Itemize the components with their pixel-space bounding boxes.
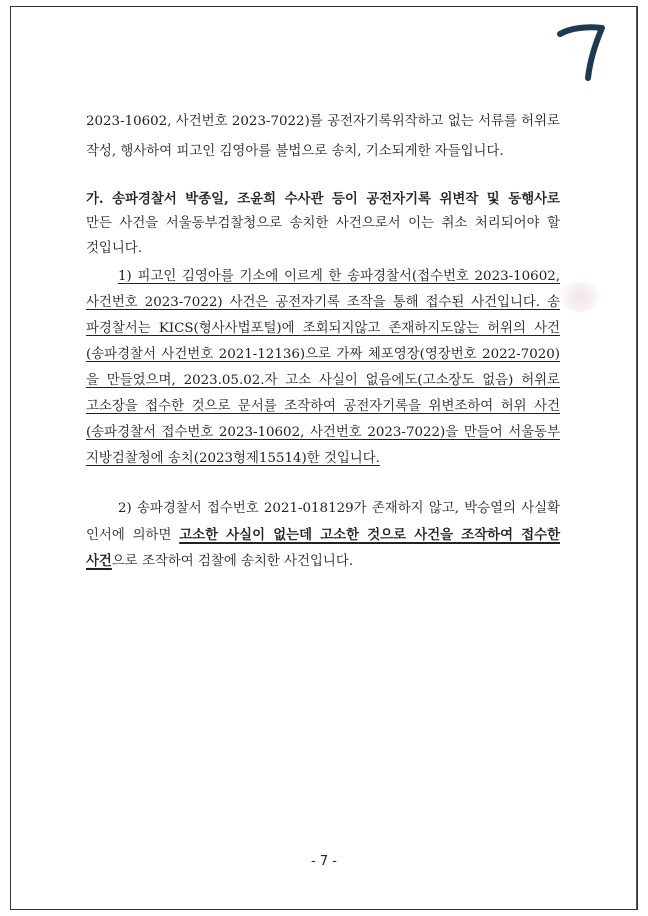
section-ga-line-1: 가. 송파경찰서 박종일, 조윤희 수사관 등이 공전자기록 위변작 및 동행사로 <box>86 191 560 207</box>
para2-line-2-emphasis: 고소한 사실이 없는데 고소한 것으로 사건을 조작하여 접수한 <box>179 527 561 543</box>
para2-line-3 <box>86 551 560 572</box>
para2-line-3-emphasis: 사건 <box>86 553 112 569</box>
para1-line-4-text: (송파경찰서 사건번호 2021-12136)으로 가짜 체포영장(영장번호 2022-7020) <box>86 347 560 362</box>
para1-line-5-text: 을 만들었으며, 2023.05.02.자 고소 사실이 없음에도(고소장도 없음) 허위로 <box>86 373 560 388</box>
intro-line-1: 2023-10602, 사건번호 2023-7022)를 공전자기록위작하고 없는 서류를 허위로 <box>86 114 560 129</box>
para1-line-3-text: 파경찰서는 KICS(형사사법포털)에 조회되지않고 존재하지도않는 허위의 사건 <box>86 321 560 336</box>
para1-line-8 <box>86 449 560 469</box>
para1-line-1 <box>118 267 560 287</box>
para1-line-1-text: 1) 피고인 김영아를 기소에 이르게 한 송파경찰서(접수번호 2023-10602, <box>118 269 560 284</box>
para1-line-5 <box>86 371 560 391</box>
intro-line-2: 작성, 행사하여 피고인 김영아를 불법으로 송치, 기소되게한 자들입니다. <box>86 144 504 159</box>
section-ga-line-3: 것입니다. <box>86 241 142 256</box>
para1-line-6-text: 고소장을 접수한 것으로 문서를 조작하여 공전자기록을 위변조하여 허위 사건 <box>86 399 560 414</box>
para1-line-2-text: 사건번호 2023-7022) 사건은 공전자기록 조작을 통해 접수된 사건입니다. 송 <box>86 295 560 310</box>
para1-line-7 <box>86 423 560 443</box>
page-number: - 7 - <box>311 854 337 869</box>
para2-line-2-plain: 인서에 의하면 <box>86 528 180 543</box>
section-ga-line-2: 만든 사건을 서울동부검찰청으로 송치한 사건으로서 이는 취소 처리되어야 할 <box>86 216 560 231</box>
ink-smudge <box>560 282 600 312</box>
para1-line-2 <box>86 293 560 313</box>
para1-line-7-text: (송파경찰서 접수번호 2023-10602, 사건번호 2023-7022)을 만들어 서울동부 <box>86 425 560 440</box>
para2-line-2 <box>86 525 560 546</box>
handwritten-page-mark <box>552 16 612 86</box>
para1-line-8-text: 지방검찰청에 송치(2023형제15514)한 것입니다. <box>86 451 380 466</box>
para2-line-1: 2) 송파경찰서 접수번호 2021-018129가 존재하지 않고, 박승열의 사실확 <box>118 501 560 516</box>
para1-line-3 <box>86 319 560 339</box>
para2-line-3-plain: 으로 조작하여 검찰에 송치한 사건입니다. <box>111 554 354 569</box>
para1-line-6 <box>86 397 560 417</box>
para1-line-4 <box>86 345 560 365</box>
